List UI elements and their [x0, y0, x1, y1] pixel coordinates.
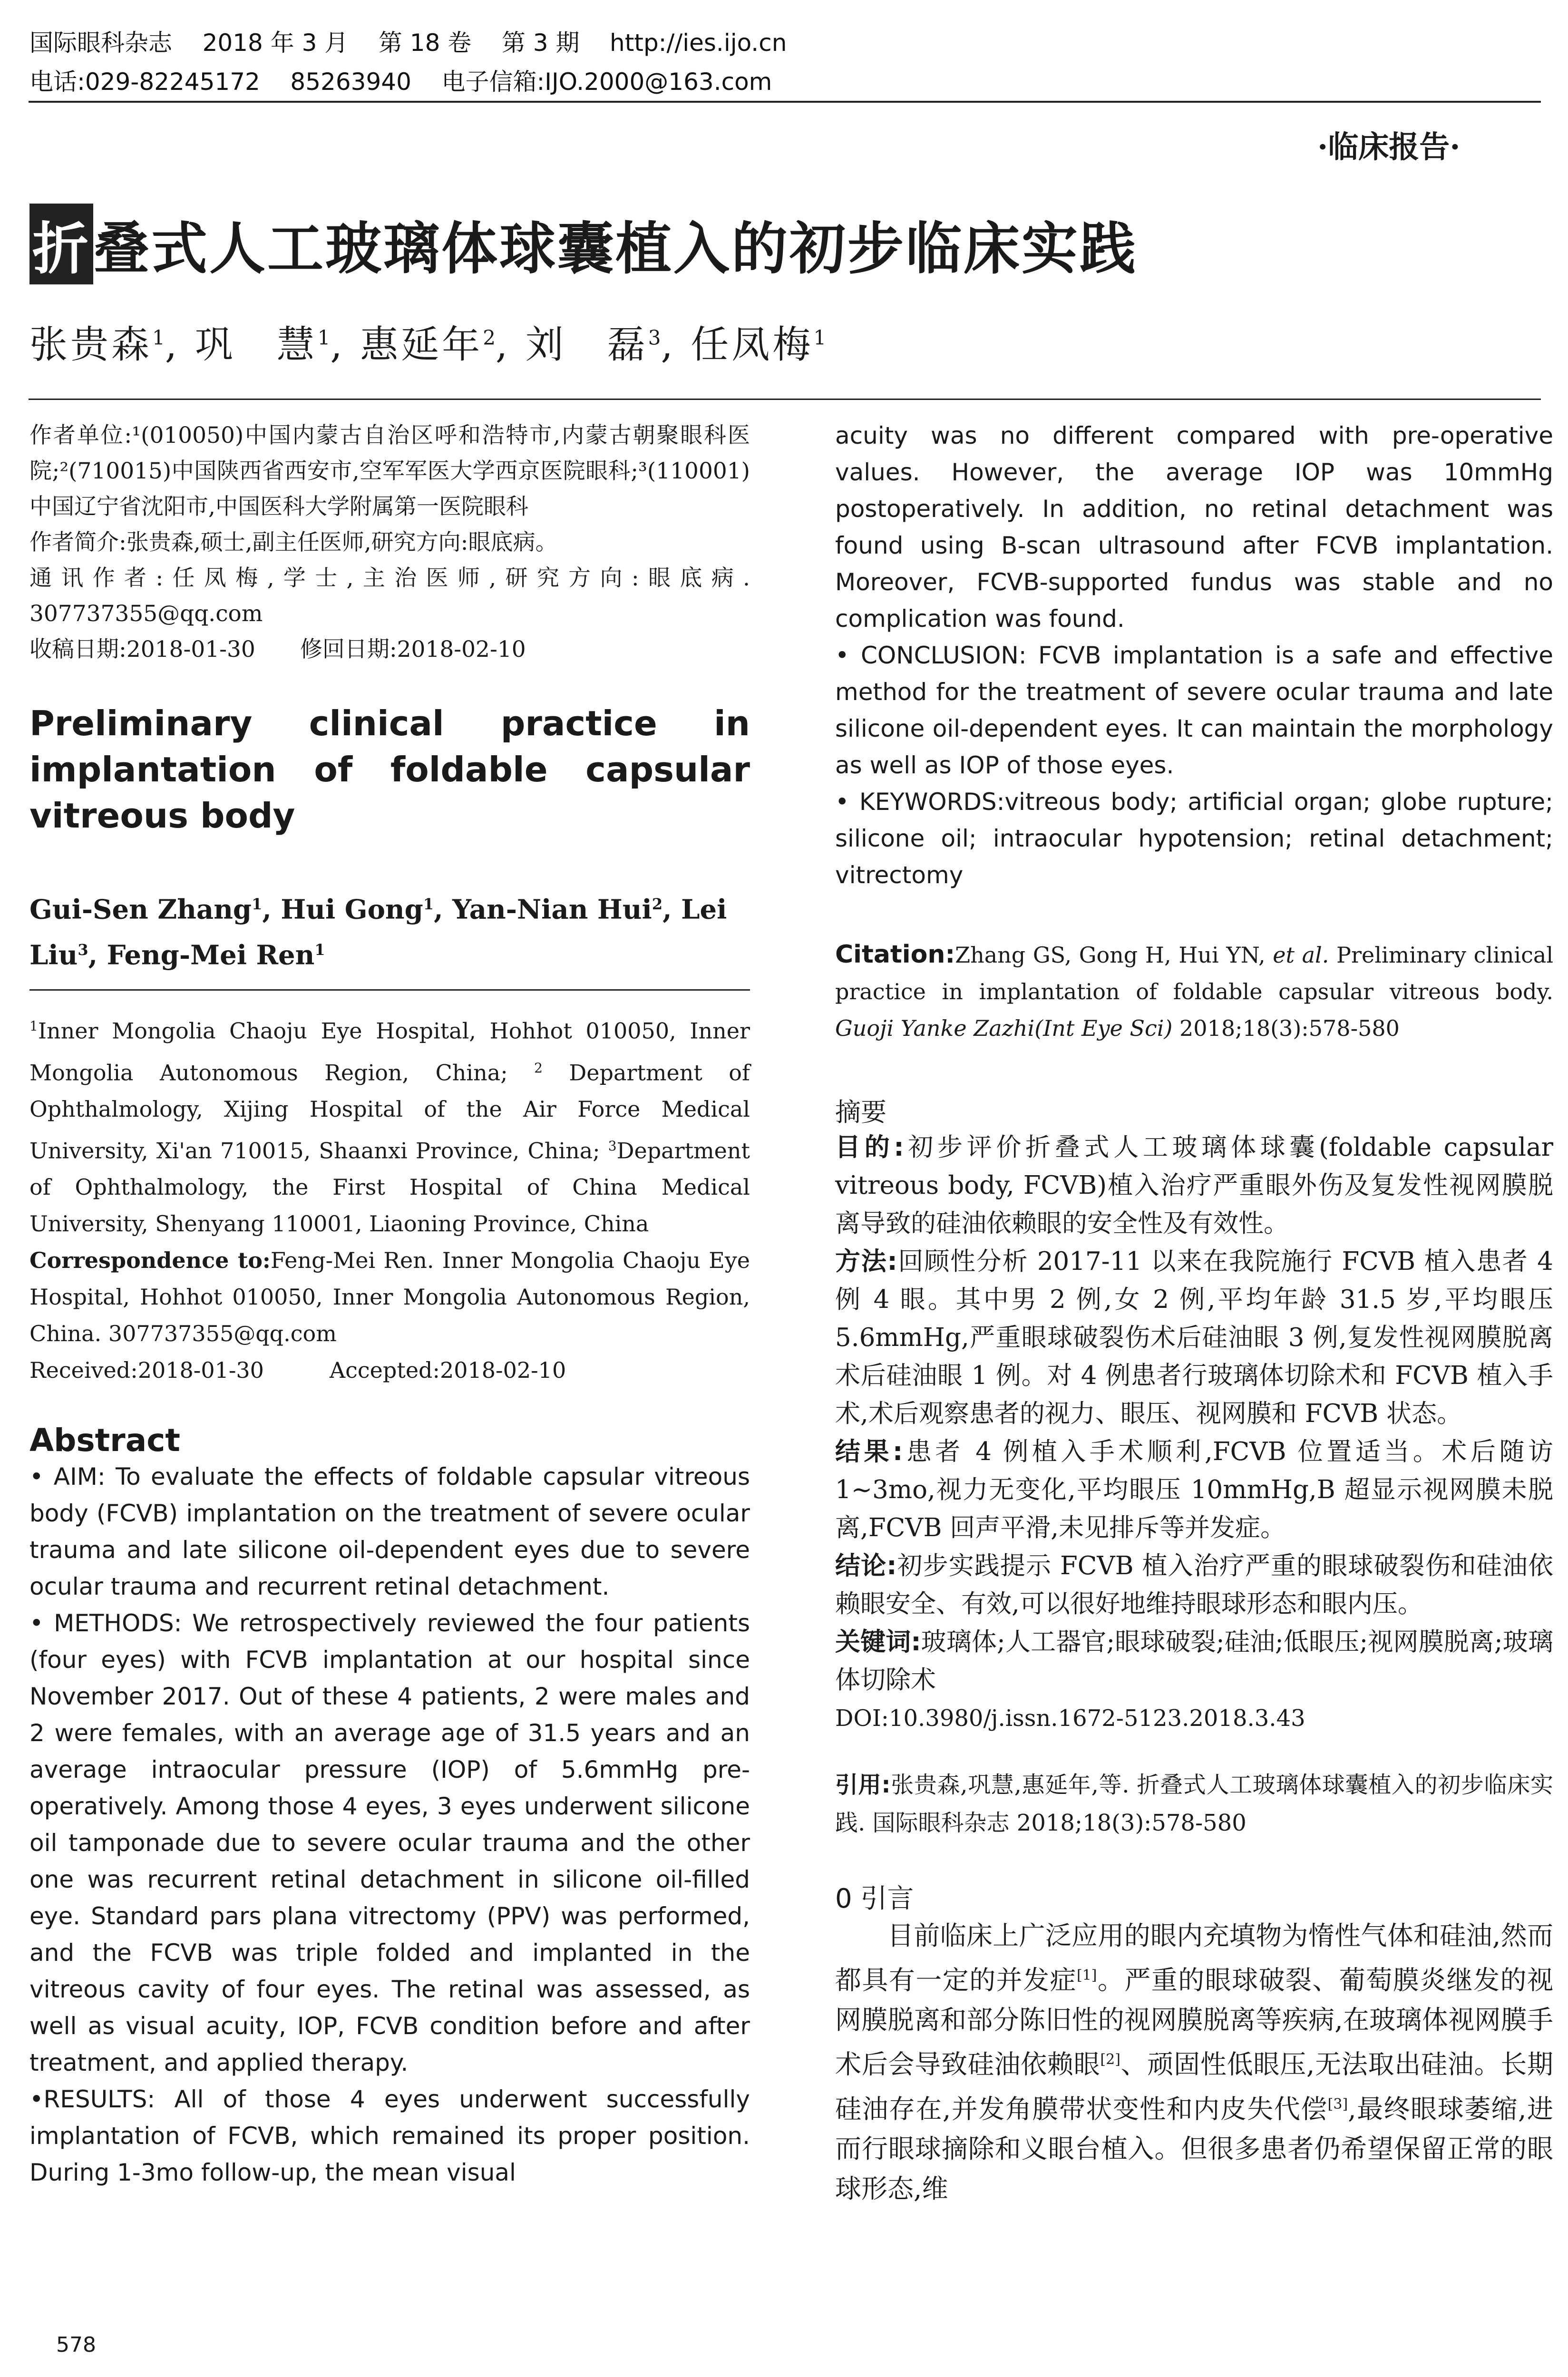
affiliation-cn: 作者单位:¹(010050)中国内蒙古自治区呼和浩特市,内蒙古朝聚眼科医院;²(710015)中国陕西省西安市,空军军医大学西京医院眼科;³(110001)中国辽宁省沈阳市,中国医科大学附属第一医院眼科 — [29, 422, 750, 520]
cn-abstract-heading: 摘要 — [835, 1097, 886, 1127]
abstract-results-part1 — [29, 2081, 750, 2191]
abstract-aim — [29, 1459, 750, 1605]
author-sup: 1 — [423, 895, 434, 913]
intro-paragraph — [835, 1916, 1553, 2209]
cn-abstract-conclusion — [835, 1547, 1553, 1623]
aim-text: To evaluate the effects of foldable capsular vitreous body (FCVB) implantation on the treatment of severe ocular trauma and late silicone oil-dependent eyes due to severe ocular trauma and recurrent retinal detachment. — [29, 1463, 750, 1601]
conclusion-text: FCVB implantation is a safe and effective method for the treatment of severe ocular trauma and late silicone oil-dependent eyes. It can maintain the morphology as well as IOP of those eyes. — [835, 642, 1553, 779]
title-rest: 叠式人工玻璃体球囊植入的初步临床实践 — [93, 216, 1138, 282]
author-sup: 3 — [78, 940, 88, 959]
author-cn: 惠延年 — [360, 322, 483, 367]
cn-conclusion-text: 初步实践提示 FCVB 植入治疗严重的眼球破裂伤和硅油依赖眼安全、有效,可以很好地维持眼球形态和眼内压。 — [835, 1551, 1553, 1618]
cn-results-label: 结果: — [835, 1437, 903, 1466]
cn-cite-label: 引用: — [835, 1772, 891, 1798]
citation-journal: Guoji Yanke Zazhi(Int Eye Sci) — [835, 1015, 1173, 1041]
abstract-keywords — [835, 784, 1553, 894]
correspondence-label: Correspondence to: — [29, 1247, 271, 1274]
author-cn: 任凤梅 — [691, 322, 814, 367]
cn-abstract-aim — [835, 1129, 1553, 1243]
cn-keywords-text: 玻璃体;人工器官;眼球破裂;硅油;低眼压;视网膜脱离;玻璃体切除术 — [835, 1627, 1553, 1695]
citation-label: Citation: — [835, 940, 955, 969]
dates-en: Received:2018-01-30 Accepted:2018-02-10 — [29, 1357, 566, 1383]
author-en: Yan-Nian Hui — [452, 894, 652, 925]
author-bio-cn: 作者简介:张贵森,硕士,副主任医师,研究方向:眼底病。 — [29, 529, 558, 555]
author-en: Feng-Mei Ren — [107, 939, 315, 971]
doi: DOI:10.3980/j.issn.1672-5123.2018.3.43 — [835, 1705, 1305, 1732]
intro-text-3: 、顽固性低眼压,无法取出硅油。长期硅油存在,并发角膜带状变性和内皮失代偿 — [835, 2049, 1553, 2124]
author-sep: , — [662, 894, 682, 925]
abstract-results-part2: acuity was no different compared with pre-operative values. However, the average IOP was 10mmHg postoperatively. In addition, no retinal detachment was found using B-scan ultrasound after FCVB implantation. Moreover, FCVB-supported fundus was stable and no complication was found. — [835, 422, 1553, 633]
cn-conclusion-label: 结论: — [835, 1551, 897, 1580]
affiliation-3: Department of Ophthalmology, the First Hospital of China Medical University, Shenyang 110001, Liaoning Province, China — [29, 1138, 750, 1237]
right-column — [835, 418, 1553, 2209]
author-sup: 1 — [152, 326, 165, 350]
author-sup: 1 — [317, 326, 331, 350]
author-sup: 1 — [813, 326, 827, 350]
running-header-line1: 国际眼科杂志 2018 年 3 月 第 18 卷 第 3 期 http://ies.ijo.cn — [29, 29, 787, 57]
author-en: Lei Liu — [29, 894, 727, 971]
article-title-en: Preliminary clinical practice in implantation of foldable capsular vitreous body — [29, 703, 750, 836]
cn-abstract-methods — [835, 1243, 1553, 1433]
section-tag: ·临床报告· — [1317, 129, 1461, 165]
correspondence-cn: 通讯作者:任凤梅,学士,主治医师,研究方向:眼底病. 307737355@qq.com — [29, 565, 750, 627]
author-sup: 1 — [252, 895, 263, 913]
left-column — [29, 418, 750, 2191]
cn-results-text: 患者 4 例植入手术顺利,FCVB 位置适当。术后随访 1~3mo,视力无变化,平均眼压 10mmHg,B 超显示视网膜未脱离,FCVB 回声平滑,未见排斥等并发症。 — [835, 1437, 1553, 1542]
aim-label: • AIM: — [29, 1463, 106, 1491]
author-cn: 巩 慧 — [195, 322, 318, 367]
cn-keywords-label: 关键词: — [835, 1627, 921, 1656]
article-title-cn — [29, 204, 1138, 284]
author-cn: 刘 磊 — [525, 322, 648, 367]
author-en: Hui Gong — [281, 894, 423, 925]
author-sep: , — [262, 894, 281, 925]
author-en: Gui-Sen Zhang — [29, 894, 252, 925]
abstract-conclusion — [835, 637, 1553, 784]
conclusion-label: • CONCLUSION: — [835, 642, 1027, 669]
cn-methods-label: 方法: — [835, 1247, 897, 1276]
intro-text-4: ,最终眼球萎缩,进而行眼球摘除和义眼台植入。但很多患者仍希望保留正常的眼球形态,维 — [835, 2093, 1554, 2204]
author-sep: , — [434, 894, 453, 925]
author-sup: 2 — [652, 895, 663, 913]
author-sup: 2 — [483, 326, 496, 350]
ref-3: [3] — [1327, 2095, 1348, 2113]
affiliation-1: Inner Mongolia Chaoju Eye Hospital, Hohhot 010050, Inner Mongolia Autonomous Region, China; — [29, 1018, 750, 1085]
abstract-methods — [29, 1605, 750, 2081]
intro-heading: 0 引言 — [835, 1883, 914, 1914]
citation-authors: Zhang GS, Gong H, Hui YN, — [955, 942, 1266, 968]
ref-1: [1] — [1076, 1967, 1097, 1984]
page-number: 578 — [56, 2333, 96, 2357]
methods-text: We retrospectively reviewed the four patients (four eyes) with FCVB implantation at our hospital since November 2017. Out of these 4 patients, 2 were males and 2 were females, with an average age of 31.5 years and an average intraocular pressure (IOP) of 5.6mmHg pre-operatively. Among those 4 eyes, 3 eyes underwent silicone oil tamponade due to severe ocular trauma and the other one was recurrent retinal detachment in silicone oil-filled eye. Standard pars plana vitrectomy (PPV) was performed, and the FCVB was triple folded and implanted in the vitreous cavity of four eyes. The retinal was assessed, as well as visual acuity, IOP, FCVB condition before and after treatment, and applied therapy. — [29, 1609, 750, 2077]
affiliation-2: Department of Ophthalmology, Xijing Hospital of the Air Force Medical University, Xi'an 710015, Shaanxi Province, China; — [29, 1059, 750, 1164]
author-cn: 张贵森 — [29, 322, 152, 367]
intro-text-1: 目前临床上广泛应用的眼内充填物为惰性气体和硅油,然而都具有一定的并发症 — [835, 1920, 1553, 1996]
keywords-label: • KEYWORDS: — [835, 788, 1005, 816]
methods-label: • METHODS: — [29, 1609, 182, 1637]
cn-abstract-results — [835, 1433, 1553, 1547]
correspondence-text: Feng-Mei Ren. Inner Mongolia Chaoju Eye Hospital, Hohhot 010050, Inner Mongolia Autonomous Region, China. 307737355@qq.com — [29, 1247, 750, 1347]
cn-aim-text: 初步评价折叠式人工玻璃体球囊(foldable capsular vitreous body, FCVB)植入治疗严重眼外伤及复发性视网膜脱离导致的硅油依赖眼的安全性及有效性。 — [835, 1133, 1553, 1238]
citation-title: Preliminary clinical practice in implantation of foldable capsular vitreous body. — [835, 942, 1554, 1004]
results-text: All of those 4 eyes underwent successfully implantation of FCVB, which remained its proper position. During 1-3mo follow-up, the mean visual — [29, 2085, 750, 2187]
citation-volume: 2018;18(3):578-580 — [1179, 1015, 1400, 1041]
title-first-char: 折 — [29, 204, 93, 284]
cn-aim-label: 目的: — [835, 1133, 904, 1162]
citation-cn — [835, 1766, 1553, 1842]
intro-text-2: 。严重的眼球破裂、葡萄膜炎继发的视网膜脱离和部分陈旧性的视网膜脱离等疾病,在玻璃体视网膜手术后会导致硅油依赖眼 — [835, 1965, 1553, 2080]
keywords-text: vitreous body; artificial organ; globe rupture; silicone oil; intraocular hypotension; retinal detachment; vitrectomy — [835, 788, 1553, 889]
cn-methods-text: 回顾性分析 2017-11 以来在我院施行 FCVB 植入患者 4 例 4 眼。其中男 2 例,女 2 例,平均年龄 31.5 岁,平均眼压 5.6mmHg,严重眼球破裂伤术后硅油眼 3 例,复发性视网膜脱离术后硅油眼 1 例。对 4 例患者行玻璃体切除术和 FCVB 植入手术,术后观察患者的视力、眼压、视网膜和 FCVB 状态。 — [835, 1247, 1553, 1428]
abstract-heading: Abstract — [29, 1422, 180, 1459]
author-list-cn: 张贵森$^1$, 巩 慧$^1$, 惠延年$^2$, 刘 磊$^3$, 任凤梅$^1$ — [29, 322, 827, 367]
ref-2: [2] — [1100, 2051, 1120, 2068]
title-rule — [29, 399, 1541, 400]
citation-etal: et al. — [1273, 942, 1329, 968]
author-sup: 3 — [648, 326, 661, 350]
results-label: •RESULTS: — [29, 2085, 156, 2114]
cn-abstract-keywords — [835, 1623, 1553, 1699]
affiliation-en: $^1$Inner Mongolia Chaoju Eye Hospital, Hohhot 010050, Inner Mongolia Autonomous Region, China; $^2$ Department of Ophthalmology, Xijing Hospital of the Air Force Medical University, Xi'an 710015, Shaanxi Province, China; $^3$Department of Ophthalmology, the First Hospital of China Medical University, Shenyang 110001, Liaoning Province, China — [29, 1018, 750, 1237]
running-header-line2: 电话:029-82245172 85263940 电子信箱:IJO.2000@163.com — [29, 68, 772, 96]
correspondence-en — [29, 1242, 750, 1352]
author-list-en — [29, 884, 750, 975]
author-sep: , — [88, 939, 107, 971]
citation-en — [835, 936, 1553, 1047]
dates-cn: 收稿日期:2018-01-30 修回日期:2018-02-10 — [29, 636, 526, 662]
cn-cite-text: 张贵森,巩慧,惠延年,等. 折叠式人工玻璃体球囊植入的初步临床实践. 国际眼科杂志 2018;18(3):578-580 — [835, 1772, 1553, 1836]
header-rule — [29, 101, 1541, 103]
author-sup: 1 — [314, 940, 325, 959]
